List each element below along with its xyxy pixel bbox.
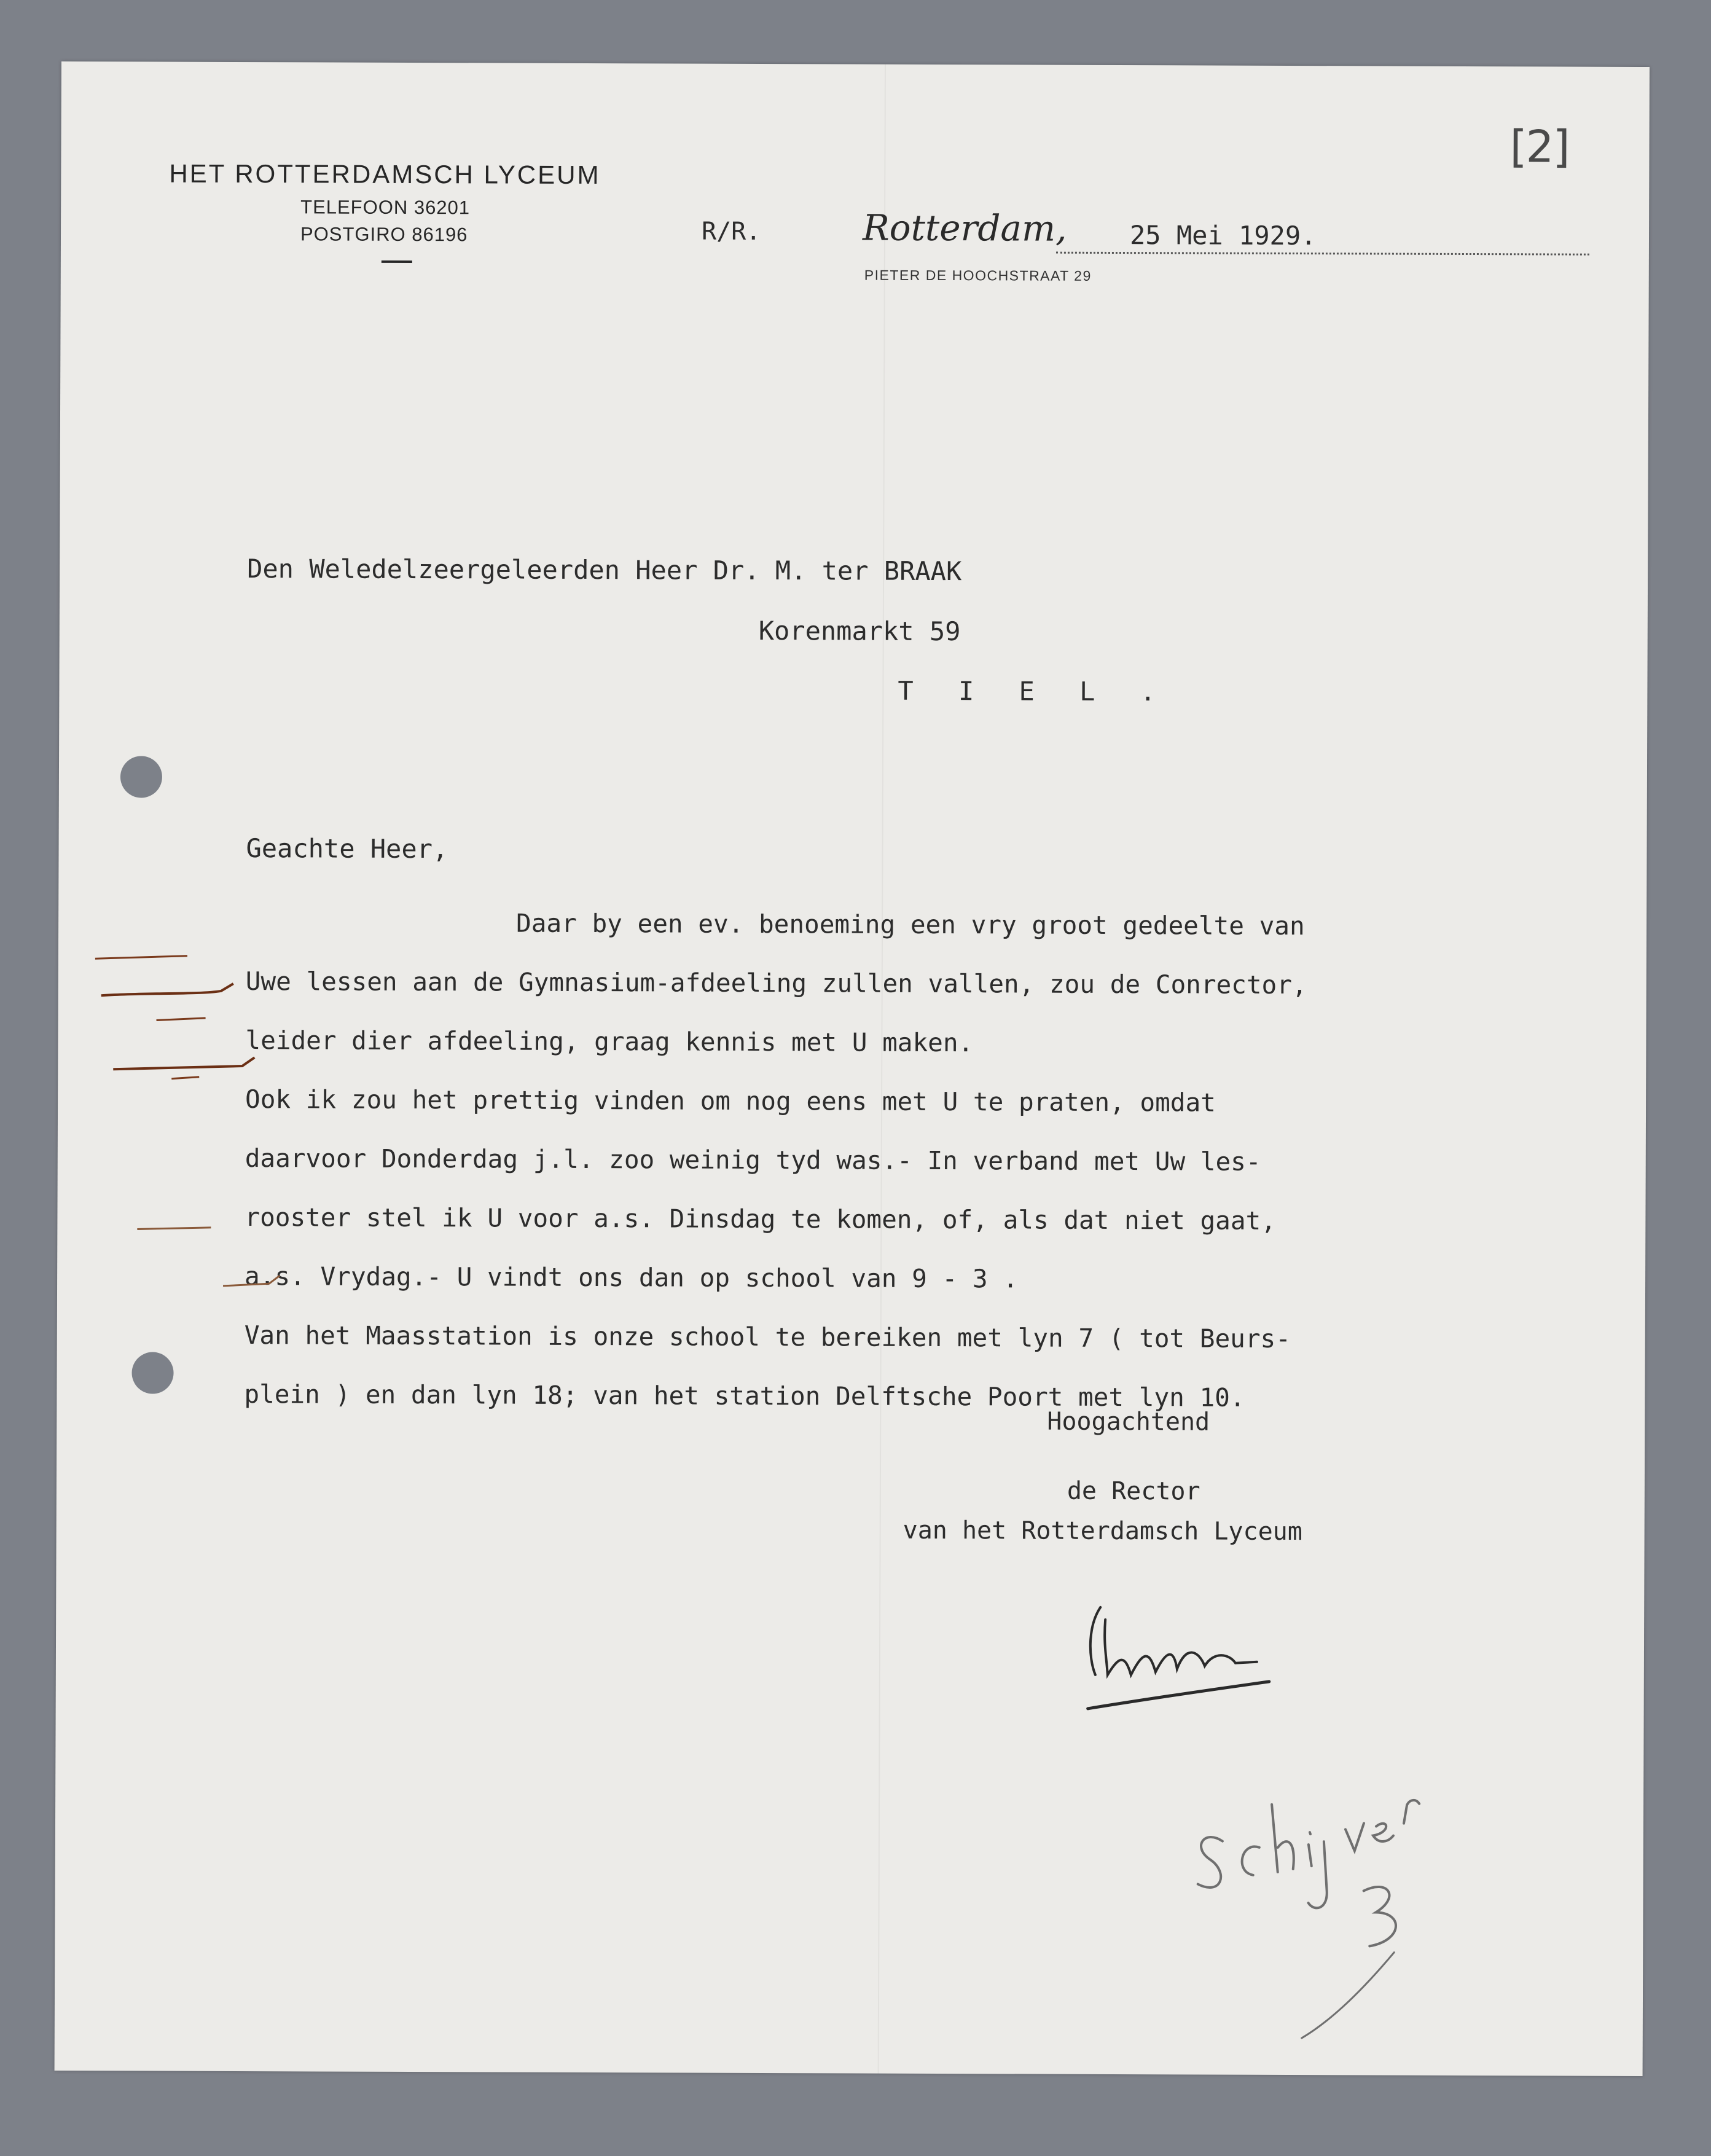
recipient-line: Den Weledelzeergeleerden Heer Dr. M. ter BRAAK: [247, 554, 962, 587]
date-dotted-line: [1056, 252, 1589, 256]
body-line: rooster stel ik U voor a.s. Dinsdag te komen, of, als dat niet gaat,: [245, 1202, 1277, 1236]
body-line: daarvoor Donderdag j.l. zoo weinig tyd was.- In verband met Uw les-: [245, 1143, 1261, 1177]
body-line: Uwe lessen aan de Gymnasium-afdeeling zullen vallen, zou de Conrector,: [245, 966, 1307, 1000]
body-line: Van het Maasstation is onze school te bereiken met lyn 7 ( tot Beurs-: [244, 1320, 1291, 1354]
closing-salutation: Hoogachtend: [1047, 1407, 1210, 1437]
margin-pen-marks: [57, 61, 319, 1414]
letterhead-address: PIETER DE HOOCHSTRAAT 29: [864, 267, 1092, 284]
letterhead-name: HET ROTTERDAMSCH LYCEUM: [169, 159, 601, 190]
date: 25 Mei 1929.: [1129, 220, 1317, 251]
letterhead-giro: POSTGIRO 86196: [300, 223, 468, 246]
archive-number: [2]: [1509, 120, 1569, 173]
reference: R/R.: [701, 217, 761, 246]
body-line: Daar by een ev. benoeming een vry groot gedeelte van: [516, 908, 1305, 941]
body-line: plein ) en dan lyn 18; van het station Delftsche Poort met lyn 10.: [244, 1379, 1245, 1413]
letterhead-phone: TELEFOON 36201: [300, 196, 471, 219]
recipient-street: Korenmarkt 59: [758, 615, 961, 647]
body-line: leider dier afdeeling, graag kennis met U maken.: [245, 1025, 974, 1058]
pencil-note: [1161, 1767, 1457, 2063]
body-line: Ook ik zou het prettig vinden om nog eens met U te praten, omdat: [245, 1084, 1216, 1118]
recipient-city: T I E L .: [898, 675, 1171, 707]
signature: [1051, 1583, 1310, 1731]
letter-body: [244, 893, 1307, 1427]
body-line: a.s. Vrydag.- U vindt ons dan op school van 9 - 3 .: [245, 1261, 1019, 1294]
letterhead-dash: [382, 261, 412, 263]
greeting: Geachte Heer,: [246, 833, 448, 864]
closing-title: de Rector: [1067, 1476, 1200, 1506]
letterhead-place: Rotterdam,: [862, 206, 1067, 249]
letter-page: [55, 61, 1650, 2076]
closing-organization: van het Rotterdamsch Lyceum: [902, 1516, 1302, 1546]
